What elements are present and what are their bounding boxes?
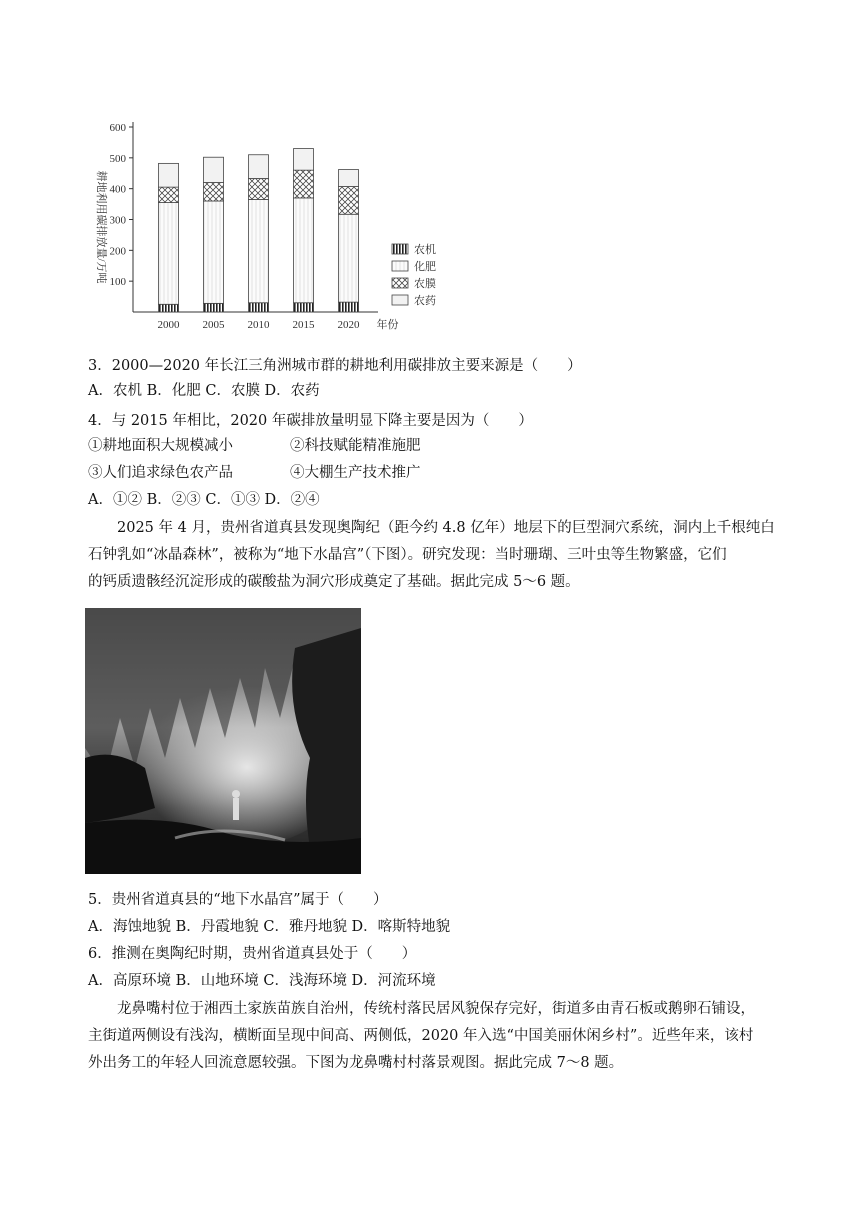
legend-label: 农膜: [414, 278, 436, 290]
question-5-options: A．海蚀地貌 B．丹霞地貌 C．雅丹地貌 D．喀斯特地貌: [88, 919, 451, 935]
x-tick-label: 2005: [202, 319, 225, 331]
question-4-item-4: ④大棚生产技术推广: [290, 465, 421, 481]
bar-segment-2020-1: [339, 214, 359, 302]
cave-photo: [85, 608, 361, 874]
bar-segment-2015-3: [294, 149, 314, 171]
x-axis-label: 年份: [376, 319, 399, 331]
carbon-emission-stacked-bar-chart: [78, 112, 450, 344]
bar-segment-2010-0: [249, 303, 269, 312]
x-tick-label: 2010: [247, 319, 270, 331]
bar-segment-2015-0: [294, 303, 314, 312]
svg-text:耕地利用碳排放量/万吨: 耕地利用碳排放量/万吨: [95, 170, 107, 284]
y-tick-label: 300: [109, 214, 126, 227]
question-6-options: A．高原环境 B．山地环境 C．浅海环境 D．河流环境: [88, 973, 436, 989]
question-4-item-3: ③人们追求绿色农产品: [88, 465, 233, 481]
bar-segment-2020-3: [339, 170, 359, 187]
question-4-stem: 4．与 2015 年相比，2020 年碳排放量明显下降主要是因为（ ）: [88, 413, 533, 429]
legend-label: 农机: [414, 244, 436, 256]
bar-segment-2000-0: [159, 304, 179, 312]
y-tick-label: 200: [109, 245, 126, 258]
passage-cave: [88, 515, 788, 596]
legend-label: 化肥: [414, 261, 436, 273]
legend-swatch: [392, 295, 408, 305]
passage-cave-line-2: 石钟乳如“冰晶森林”，被称为“地下水晶宫”（下图）。研究发现：当时珊瑚、三叶虫等生物繁盛，它们: [88, 547, 727, 563]
question-5-stem: 5．贵州省道真县的“地下水晶宫”属于（ ）: [88, 892, 388, 908]
bar-segment-2020-0: [339, 302, 359, 312]
bar-segment-2015-1: [294, 198, 314, 303]
legend-label: 农药: [414, 295, 436, 307]
bar-segment-2000-1: [159, 203, 179, 305]
bar-segment-2000-3: [159, 163, 179, 187]
question-3-stem: 3．2000—2020 年长江三角洲城市群的耕地利用碳排放主要来源是（ ）: [88, 358, 582, 374]
question-4-options: A．①② B．②③ C．①③ D．②④: [88, 492, 320, 508]
bar-segment-2005-2: [204, 183, 224, 202]
bar-segment-2020-2: [339, 187, 359, 215]
y-tick-label: 400: [109, 183, 126, 196]
question-3-options: A．农机 B．化肥 C．农膜 D．农药: [88, 383, 320, 399]
bar-segment-2015-2: [294, 170, 314, 198]
passage-village-line-2: 主街道两侧设有浅沟，横断面呈现中间高、两侧低，2020 年入选“中国美丽休闲乡村”。近些年来，该村: [88, 1028, 754, 1044]
legend-swatch: [392, 261, 408, 271]
y-tick-label: 500: [109, 152, 126, 165]
bar-segment-2010-2: [249, 178, 269, 199]
x-tick-label: 2000: [157, 319, 180, 331]
passage-cave-line-1: 2025 年 4 月，贵州省道真县发现奥陶纪（距今约 4.8 亿年）地层下的巨型洞穴系统，洞内上千根纯白: [117, 520, 775, 536]
x-tick-label: 2020: [337, 319, 360, 331]
passage-village-line-3: 外出务工的年轻人回流意愿较强。下图为龙鼻嘴村村落景观图。据此完成 7～8 题。: [88, 1055, 624, 1071]
question-4-item-2: ②科技赋能精准施肥: [290, 438, 421, 454]
y-axis-label: [95, 170, 109, 283]
bar-segment-2005-1: [204, 201, 224, 303]
passage-cave-line-3: 的钙质遗骸经沉淀形成的碳酸盐为洞穴形成奠定了基础。据此完成 5～6 题。: [88, 574, 580, 590]
y-tick-label: 600: [109, 122, 126, 134]
bar-segment-2010-1: [249, 199, 269, 302]
legend-swatch: [392, 278, 408, 288]
bar-segment-2000-2: [159, 187, 179, 202]
question-4-item-1: ①耕地面积大规模减小: [88, 438, 233, 454]
bar-segment-2005-0: [204, 303, 224, 312]
question-6-stem: 6．推测在奥陶纪时期，贵州省道真县处于（ ）: [88, 946, 417, 962]
legend-swatch: [392, 244, 408, 254]
bar-segment-2005-3: [204, 157, 224, 182]
y-tick-label: 100: [109, 276, 126, 289]
x-tick-label: 2015: [292, 319, 315, 331]
passage-village-line-1: 龙鼻嘴村位于湘西土家族苗族自治州，传统村落民居风貌保存完好，街道多由青石板或鹅卵石铺设，: [117, 1001, 755, 1017]
bar-segment-2010-3: [249, 155, 269, 179]
passage-village: [88, 996, 788, 1077]
